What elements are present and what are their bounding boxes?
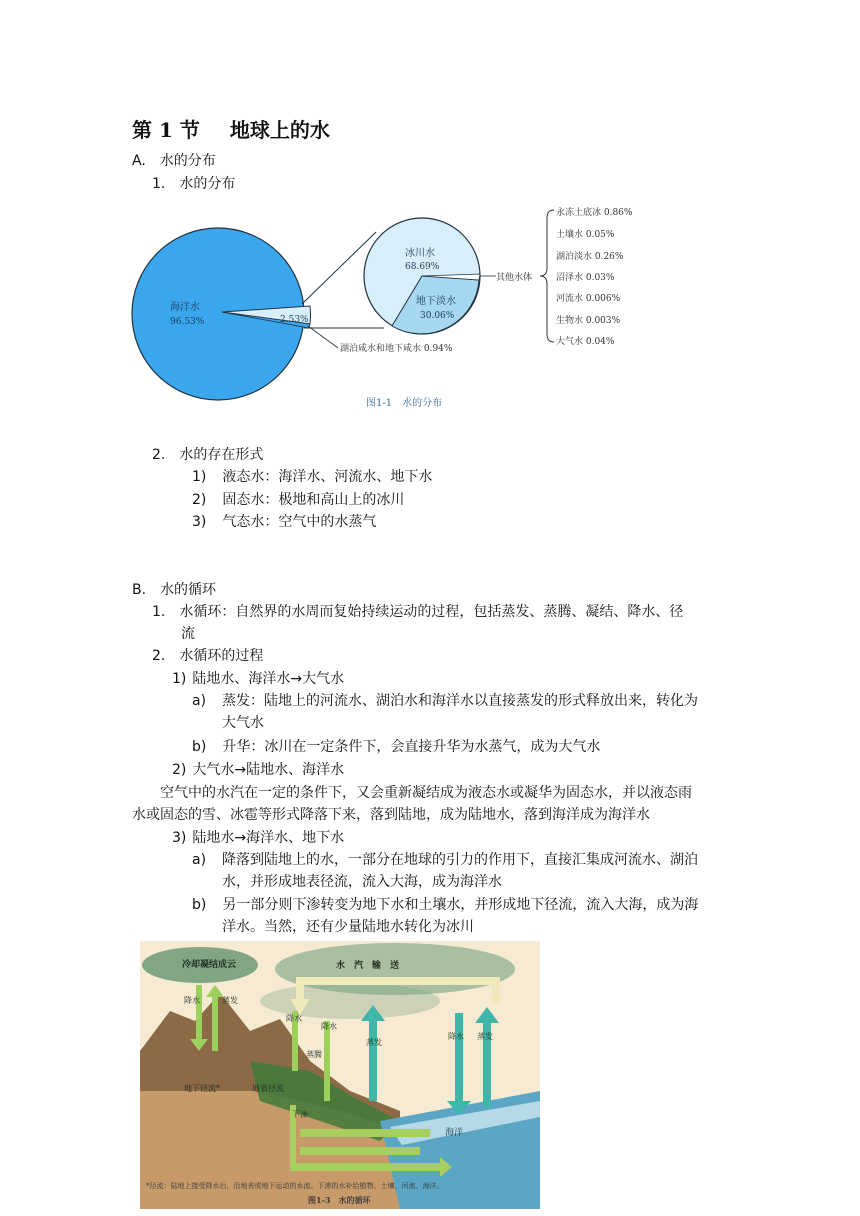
b1-line2: 流 (181, 626, 195, 642)
figure-caption: 图1-1 水的分布 (366, 398, 443, 409)
precip-arrow-right (455, 1013, 463, 1103)
heading-a2 (152, 444, 263, 466)
b1-text: 水循环：自然界的水周而复始持续运动的过程，包括蒸发、蒸腾、凝结、降水、径 (179, 604, 684, 620)
heading-a1-num: 1. (152, 176, 166, 192)
other-water-list (556, 206, 633, 347)
evap-arrow-mid (369, 1017, 377, 1101)
water-distribution-figure (130, 198, 690, 416)
heading-a2-num: 2. (152, 447, 166, 463)
water-cycle-figure (140, 941, 540, 1209)
precip-label-right: 降水 (448, 1032, 464, 1041)
list-item: 永冻土底冰 0.86% (556, 208, 633, 218)
heading-b (132, 579, 216, 601)
infiltrate-label: 下渗 (292, 1110, 308, 1119)
list-item (192, 466, 432, 488)
surface-runoff-label: 地表径流 (252, 1084, 284, 1093)
list-item (192, 511, 376, 533)
step-2 (172, 759, 344, 781)
precip-arrow-left (196, 985, 202, 1041)
heading-a2-label: 水的存在形式 (179, 447, 264, 463)
list-item: 河流水 0.006% (556, 294, 621, 304)
ocean-label: 海洋 (445, 1128, 464, 1138)
step-label: 陆地水→海洋水、地下水 (192, 830, 345, 846)
step-num: 1) (172, 671, 187, 687)
step-3a (192, 849, 698, 871)
section-number: 第 1 节 (132, 118, 200, 142)
figure-footnote: *径流：陆地上接受降水后，沿地表或地下运动的水流。下渗的水补给植物、土壤、河流、海洋。 (146, 1182, 444, 1190)
glacier-label: 冰川水 (405, 248, 435, 259)
runoff-arrow-3 (290, 1163, 440, 1171)
sub-num: b) (192, 897, 207, 913)
step-3b (192, 894, 698, 916)
item-num: 1) (192, 469, 207, 485)
saltwater-pointer (308, 326, 338, 348)
step-3 (172, 827, 344, 849)
list-item: 土壤水 0.05% (556, 230, 615, 240)
glacier-pct: 68.69% (405, 262, 440, 272)
heading-b-label: 水的循环 (160, 582, 217, 598)
runoff-arrow-1 (300, 1129, 430, 1137)
precip-label-left: 降水 (184, 996, 200, 1005)
precip-label-mid: 降水 (286, 1014, 302, 1023)
sub-num: b) (192, 739, 207, 755)
step-1b (192, 736, 600, 758)
evap-arrow-left (212, 995, 218, 1051)
step-1a-line2: 大气水 (222, 715, 264, 731)
b1-line (152, 601, 683, 623)
heading-a1-label: 水的分布 (179, 176, 236, 192)
step-label: 陆地水、海洋水→大气水 (192, 671, 345, 687)
heading-b-marker: B. (132, 582, 147, 598)
sub-text: 降落到陆地上的水，一部分在地球的引力的作用下，直接汇集成河流水、湖泊 (222, 852, 699, 868)
b2-num: 2. (152, 648, 166, 664)
step-2-para: 空气中的水汽在一定的条件下，又会重新凝结成为液态水或凝华为固态水，并以液态雨 (160, 785, 692, 801)
underground-runoff-label: 地下径流* (184, 1084, 220, 1093)
item-num: 2) (192, 492, 207, 508)
sub-num: a) (192, 852, 207, 868)
sub-text: 另一部分则下渗转变为地下水和土壤水，并形成地下径流，流入大海，成为海 (222, 897, 699, 913)
other-water-label: 其他水体 (496, 273, 533, 283)
cloud-label: 冷却凝结成云 (182, 960, 237, 970)
step-2-para2: 水或固态的雪、冰雹等形式降落下来，落到陆地，成为陆地水，落到海洋成为海洋水 (132, 807, 650, 823)
step-label: 大气水→陆地水、海洋水 (192, 762, 345, 778)
seawater-label: 海洋水 (170, 302, 200, 313)
heading-a-marker: A. (132, 153, 146, 169)
heading-a1 (152, 173, 235, 195)
lake-salt-label: 湖泊咸水和地下咸水 0.94% (340, 344, 453, 354)
figure-caption: 图1-3 水的循环 (308, 1195, 371, 1205)
list-item (192, 489, 404, 511)
b1-num: 1. (152, 604, 166, 620)
heading-a (132, 150, 216, 172)
step-num: 3) (172, 830, 187, 846)
seawater-pct: 96.53% (170, 317, 205, 327)
item-num: 3) (192, 514, 207, 530)
sub-text: 蒸发：陆地上的河流水、湖泊水和海洋水以直接蒸发的形式释放出来，转化为 (222, 693, 699, 709)
item-text: 固态水：极地和高山上的冰川 (222, 492, 405, 508)
item-text: 液态水：海洋水、河流水、地下水 (222, 469, 433, 485)
evap-label-mid: 蒸发 (366, 1038, 382, 1047)
precip-label-mid2: 降水 (321, 1022, 337, 1031)
other-pct: 2.53% (280, 315, 309, 325)
b2-label: 水循环的过程 (179, 648, 264, 664)
list-item: 生物水 0.003% (556, 316, 621, 326)
heading-b2 (152, 645, 263, 667)
transpire-label: 蒸腾 (306, 1050, 322, 1059)
vapor-label: 水 汽 输 送 (336, 961, 400, 971)
step-3a-line2: 水，并形成地表径流，流入大海，成为海洋水 (222, 874, 502, 890)
evap-label-left: 蒸发 (222, 996, 238, 1005)
brace (540, 210, 554, 342)
evap-label-right: 蒸发 (477, 1032, 493, 1041)
item-text: 气态水：空气中的水蒸气 (222, 514, 377, 530)
step-num: 2) (172, 762, 187, 778)
groundwater-label: 地下淡水 (416, 296, 456, 307)
list-item: 湖泊淡水 0.26% (556, 252, 624, 262)
groundwater-pct: 30.06% (420, 311, 455, 321)
sub-num: a) (192, 693, 207, 709)
runoff-arrow-2 (300, 1147, 420, 1155)
sub-text: 升华：冰川在一定条件下，会直接升华为水蒸气，成为大气水 (222, 739, 601, 755)
step-3b-line2: 洋水。当然，还有少量陆地水转化为冰川 (222, 919, 474, 935)
list-item: 大气水 0.04% (556, 337, 615, 347)
step-1 (172, 668, 344, 690)
precip-arrow-mid2 (324, 1021, 330, 1101)
section-name: 地球上的水 (229, 118, 330, 142)
page-title (132, 114, 330, 143)
list-item: 沼泽水 0.03% (556, 273, 615, 283)
step-1a (192, 690, 698, 712)
heading-a-label: 水的分布 (159, 153, 216, 169)
